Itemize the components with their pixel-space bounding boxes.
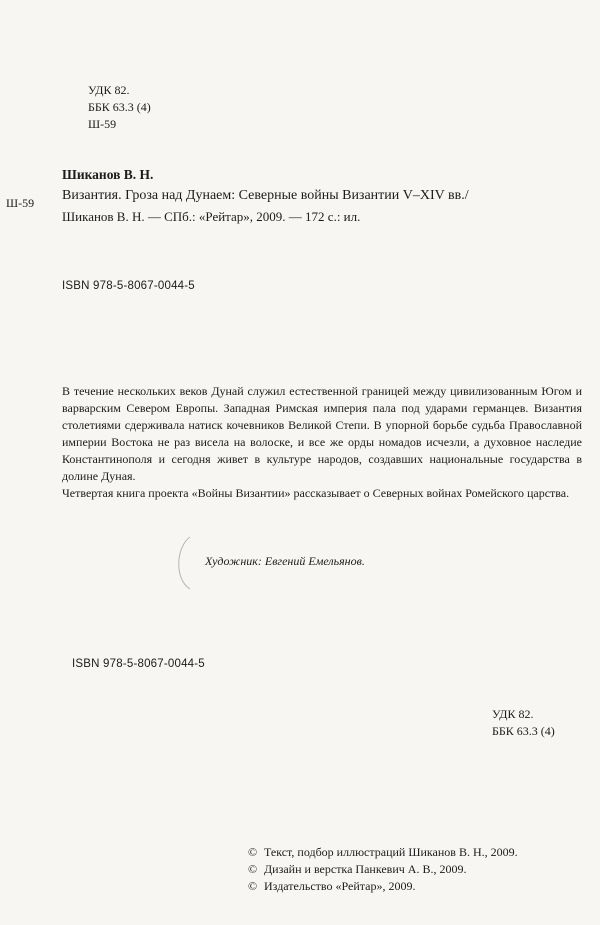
copyright-text: Издательство «Рейтар», 2009.	[264, 879, 416, 893]
bottom-classification-block	[492, 706, 555, 740]
copyright-icon: ©	[248, 879, 258, 893]
decorative-bracket	[168, 533, 198, 593]
author-mark: Ш-59	[88, 117, 117, 131]
artist-credit: Художник: Евгений Емельянов.	[205, 554, 365, 568]
annotation-paragraph: В течение нескольких веков Дунай служил естественной границей между цивилизованным Югом и варварским Севером Европы. Западная Римская империя пала под ударами германцев. Византия столетиями сдерживала натиск кочевников Великой Степи. В упорной борьбе судьба Православной империи Востока не раз висела на волоске, и все же орды номадов исчезли, а духовное наследие Константинополя и сегодня живет в культуре народов, создавших национальные государства в долине Дуная.	[62, 384, 582, 483]
copyright-icon: ©	[248, 845, 258, 859]
bibliographic-line: Шиканов В. Н. — СПб.: «Рейтар», 2009. — 172 с.: ил.	[62, 209, 361, 224]
copyright-line	[248, 861, 518, 878]
copyright-line	[248, 878, 518, 895]
top-classification-block	[88, 82, 151, 133]
author-heading: Шиканов В. Н.	[62, 167, 154, 182]
udk-code: УДК 82.	[88, 83, 130, 97]
copyright-block	[248, 844, 518, 895]
copyright-line	[248, 844, 518, 861]
call-number: Ш-59	[6, 196, 35, 210]
isbn-top: ISBN 978-5-8067-0044-5	[62, 280, 195, 292]
book-title-line: Византия. Гроза над Дунаем: Северные войны Византии V–XIV вв./	[62, 188, 469, 203]
copyright-text: Дизайн и верстка Панкевич А. В., 2009.	[264, 862, 467, 876]
isbn-bottom: ISBN 978-5-8067-0044-5	[72, 658, 205, 670]
bbk-code: ББК 63.3 (4)	[492, 724, 555, 738]
annotation-paragraph: Четвертая книга проекта «Войны Византии» рассказывает о Северных войнах Ромейского царства.	[62, 486, 570, 500]
copyright-text: Текст, подбор иллюстраций Шиканов В. Н., 2009.	[264, 845, 518, 859]
copyright-icon: ©	[248, 862, 258, 876]
udk-code: УДК 82.	[492, 707, 534, 721]
bbk-code: ББК 63.3 (4)	[88, 100, 151, 114]
annotation	[62, 383, 582, 502]
